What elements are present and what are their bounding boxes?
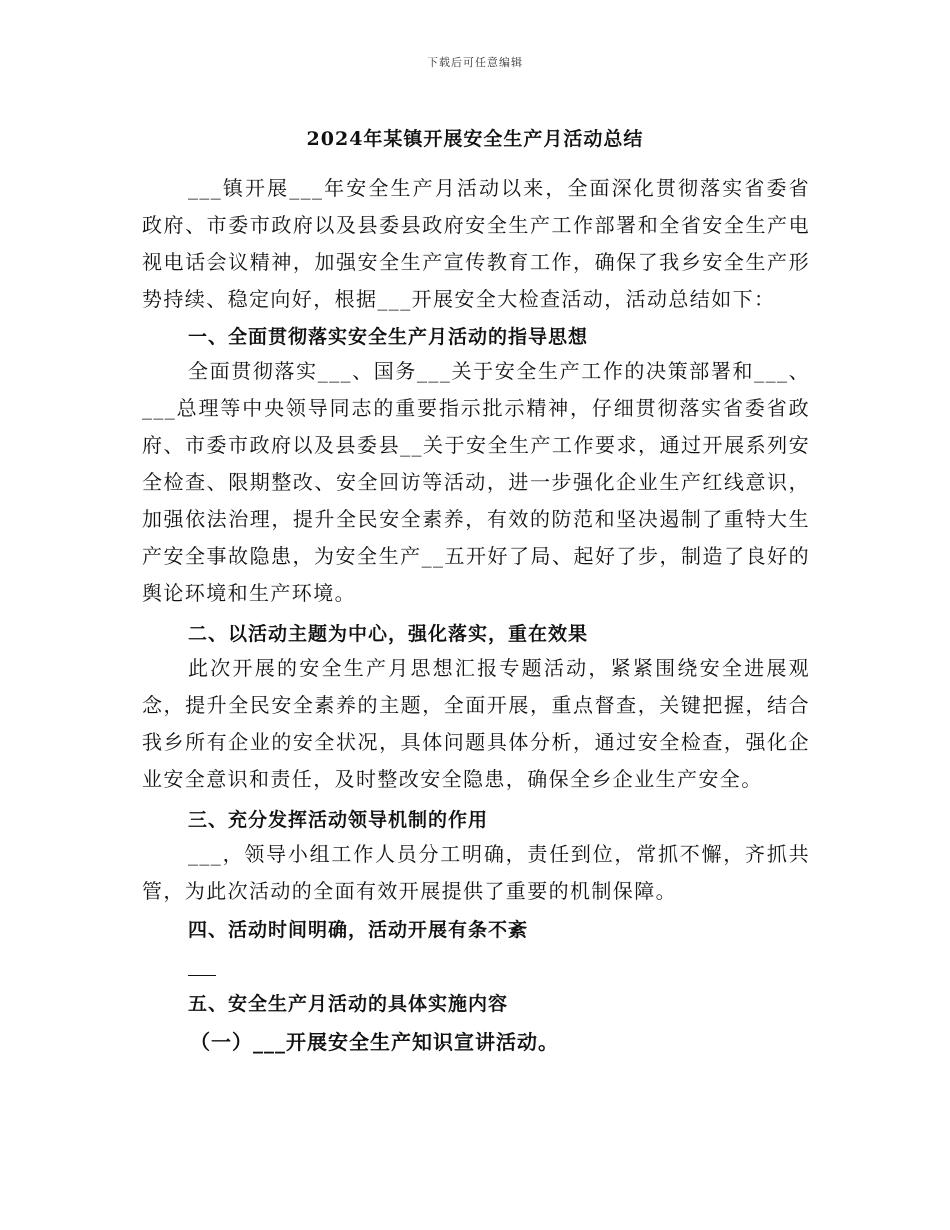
section-2-heading: 二、以活动主题为中心，强化落实，重在效果 bbox=[188, 623, 589, 645]
section-3-heading: 三、充分发挥活动领导机制的作用 bbox=[188, 809, 489, 831]
intro-paragraph: ___镇开展___年安全生产月活动以来，全面深化贯彻落实省委省政府、市委市政府以及县委县政府安全生产工作部署和全省安全生产电视电话会议精神，加强安全生产宣传教育工作，确保了我乡安全生产形势持续、稳定向好，根据___开展安全大检查活动，活动总结如下： bbox=[142, 176, 810, 311]
section-4-heading: 四、活动时间明确，活动开展有条不紊 bbox=[188, 919, 529, 941]
section-2-paragraph: 此次开展的安全生产月思想汇报专题活动，紧紧围绕安全进展观念，提升全民安全素养的主题，全面开展，重点督查，关键把握，结合我乡所有企业的安全状况，具体问题具体分析，通过安全检查，强化企业安全意识和责任，及时整改安全隐患，确保全乡企业生产安全。 bbox=[142, 656, 810, 791]
section-1-paragraph: 全面贯彻落实___、国务___关于安全生产工作的决策部署和___、___总理等中央领导同志的重要指示批示精神，仔细贯彻落实省委省政府、市委市政府以及县委县__关于安全生产工作要求，通过开展系列安全检查、限期整改、安全回访等活动，进一步强化企业生产红线意识，加强依法治理，提升全民安全素养，有效的防范和坚决遏制了重特大生产安全事故隐患，为安全生产__五开好了局、起好了步，制造了良好的舆论环境和生产环境。 bbox=[142, 359, 810, 605]
section-1-heading: 一、全面贯彻落实安全生产月活动的指导思想 bbox=[188, 326, 589, 348]
section-5-heading: 五、安全生产月活动的具体实施内容 bbox=[188, 993, 509, 1015]
header-note: 下载后可任意编辑 bbox=[427, 56, 523, 69]
section-4-blank-line bbox=[188, 975, 216, 976]
document-title: 2024年某镇开展安全生产月活动总结 bbox=[306, 128, 644, 150]
section-5-subheading-1: （一）___开展安全生产知识宣讲活动。 bbox=[190, 1030, 559, 1054]
section-3-paragraph: ___，领导小组工作人员分工明确，责任到位，常抓不懈，齐抓共管，为此次活动的全面有效开展提供了重要的机制保障。 bbox=[142, 842, 810, 903]
